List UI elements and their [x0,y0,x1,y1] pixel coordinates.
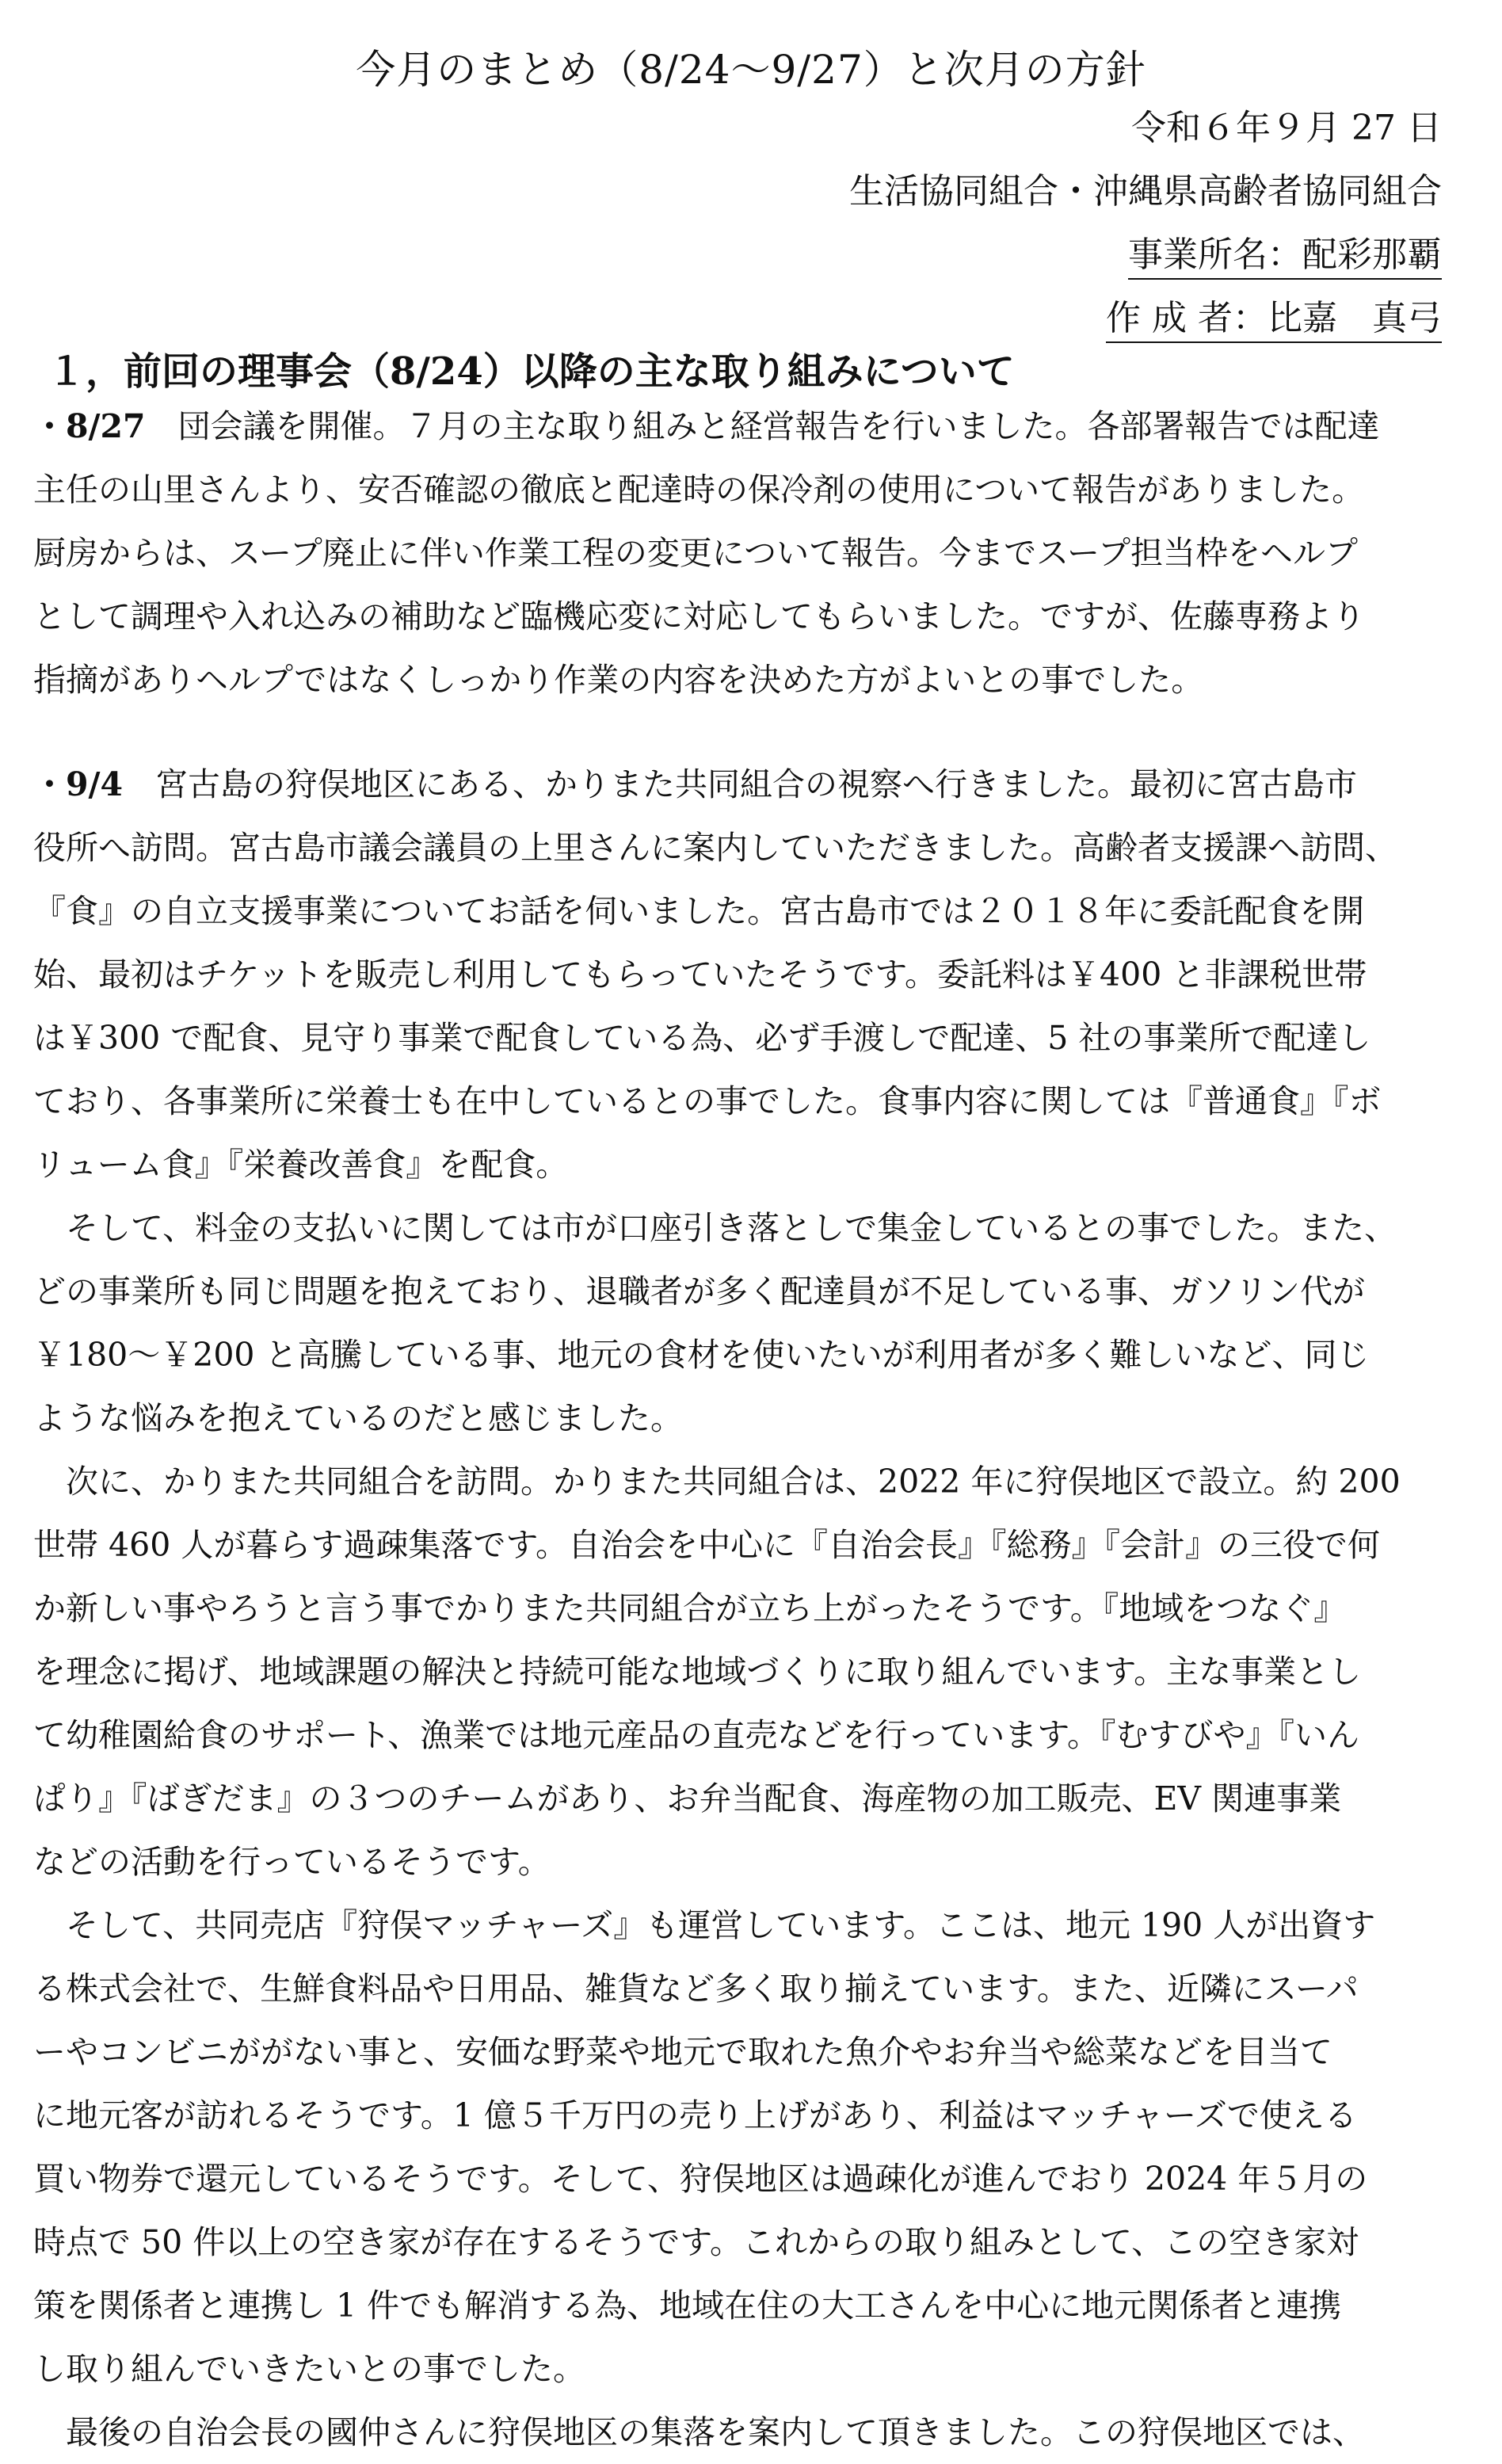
office-name [1128,226,1442,280]
paragraph-line: て幼稚園給食のサポート、漁業では地元産品の直売などを行っています。『むすびや』『いん [33,1716,1360,1754]
document-title: 今月のまとめ（8/24～9/27）と次月の方針 [356,47,1146,93]
paragraph-line: ており、各事業所に栄養士も在中しているとの事でした。食事内容に関しては『普通食』『ボ [33,1082,1382,1120]
paragraph-line: 役所へ訪問。宮古島市議会議員の上里さんに案内していただきました。高齢者支援課へ訪問、 [33,829,1397,867]
paragraph-line: る株式会社で、生鮮食料品や日用品、雑貨など多く取り揃えています。また、近隣にスーパ [33,1970,1359,2008]
paragraph-line: に地元客が訪れるそうです。1 億５千万円の売り上げがあり、利益はマッチャーズで使える [33,2096,1357,2134]
paragraph-line: は￥300 で配食、見守り事業で配食している為、必ず手渡しで配達、5 社の事業所で配達し [33,1019,1371,1057]
paragraph-line: そして、料金の支払いに関しては市が口座引き落としで集金しているとの事でした。また、 [33,1209,1397,1247]
paragraph-line: 始、最初はチケットを販売し利用してもらっていたそうです。委託料は￥400 と非課税世帯 [33,955,1367,994]
paragraph-line: 策を関係者と連携し 1 件でも解消する為、地域在住の大工さんを中心に地元関係者と連携 [33,2287,1342,2325]
paragraph-line: 最後の自治会長の國仲さんに狩俣地区の集落を案内して頂きました。この狩俣地区では、 [33,2413,1365,2451]
paragraph-line: ￥180～￥200 と高騰している事、地元の食材を使いたいが利用者が多く難しいなど、同じ [33,1336,1370,1374]
paragraph-line: ぱり』『ばぎだま』の３つのチームがあり、お弁当配食、海産物の加工販売、EV 関連事業 [33,1779,1342,1817]
paragraph-line: か新しい事やろうと言う事でかりまた共同組合が立ち上がったそうです。『地域をつなぐ』 [33,1589,1347,1627]
paragraph-line: 買い物券で還元しているそうです。そして、狩俣地区は過疎化が進んでおり 2024 年５月の [33,2160,1368,2198]
paragraph-line: 厨房からは、スープ廃止に伴い作業工程の変更について報告。今までスープ担当枠をヘルプ [33,534,1358,572]
paragraph-line: 『食』の自立支援事業についてお話を伺いました。宮古島市では２０１８年に委託配食を開 [33,892,1365,930]
paragraph-line: し取り組んでいきたいとの事でした。 [33,2350,585,2388]
office-name-text: 事業所名：配彩那覇 [1128,226,1442,280]
author-name [1106,289,1442,343]
paragraph-line: どの事業所も同じ問題を抱えており、退職者が多く配達員が不足している事、ガソリン代が [33,1272,1365,1310]
entry-date: ・9/4 [33,765,124,803]
line-text: 団会議を開催。７月の主な取り組みと経営報告を行いました。各部署報告では配達 [177,407,1380,445]
paragraph-line [33,753,1469,816]
line-text: 宮古島の狩俣地区にある、かりまた共同組合の視察へ行きました。最初に宮古島市 [155,765,1358,803]
paragraph-line: 時点で 50 件以上の空き家が存在するそうです。これからの取り組みとして、この空き家対 [33,2223,1359,2261]
paragraph-94 [33,753,1469,2464]
paragraph-line: として調理や入れ込みの補助など臨機応変に対応してもらいました。ですが、佐藤専務より [33,597,1365,635]
section-heading: １，前回の理事会（8/24）以降の主な取り組みについて [48,349,1015,394]
paragraph-line: ような悩みを抱えているのだと感じました。 [33,1399,683,1437]
entry-date: ・8/27 [33,407,146,445]
paragraph-line: リューム食』『栄養改善食』を配食。 [33,1146,569,1184]
organization-name: 生活協同組合・沖縄県高齢者協同組合 [849,171,1442,212]
paragraph-line [33,395,1469,458]
paragraph-line: 次に、かりまた共同組合を訪問。かりまた共同組合は、2022 年に狩俣地区で設立。約 200 [33,1463,1401,1501]
author-name-text: 作 成 者：比嘉 真弓 [1106,289,1442,343]
paragraph-line: を理念に掲げ、地域課題の解決と持続可能な地域づくりに取り組んでいます。主な事業とし [33,1653,1362,1691]
paragraph-line: 主任の山里さんより、安否確認の徹底と配達時の保冷剤の使用について報告がありました。 [33,471,1365,509]
paragraph-line: 指摘がありヘルプではなくしっかり作業の内容を決めた方がよいとの事でした。 [33,661,1204,699]
paragraph-line: ーやコンビニががない事と、安価な野菜や地元で取れた魚介やお弁当や総菜などを目当て [33,2033,1332,2071]
paragraph-line: 世帯 460 人が暮らす過疎集落です。自治会を中心に『自治会長』『総務』『会計』の三役で何 [33,1526,1381,1564]
paragraph-827 [33,395,1469,711]
paragraph-line: そして、共同売店『狩俣マッチャーズ』も運営しています。ここは、地元 190 人が出資す [33,1906,1376,1944]
paragraph-line: などの活動を行っているそうです。 [33,1843,551,1881]
document-date: 令和６年９月 27 日 [1131,108,1442,148]
